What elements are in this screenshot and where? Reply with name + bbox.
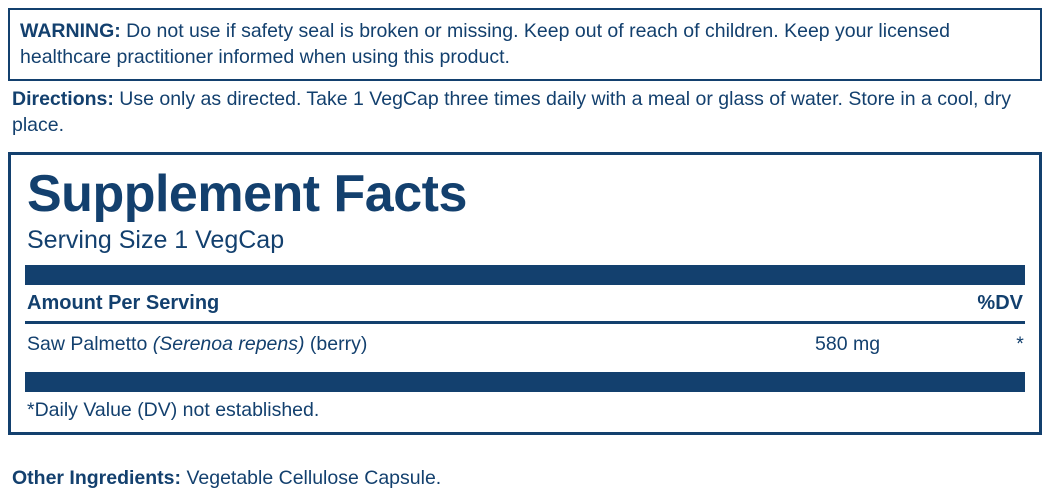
other-ingredients-label: Other Ingredients: [12, 467, 182, 489]
directions-section [12, 86, 1038, 138]
directions-label: Directions: [12, 88, 114, 110]
nutrient-latin-name: (Serenoa repens) [152, 333, 305, 355]
warning-body: Do not use if safety seal is broken or missing. Keep out of reach of children. Keep your licensed healthcare practitioner informed when using this product. [20, 20, 950, 68]
nutrient-name [27, 333, 367, 356]
other-ingredients-body: Vegetable Cellulose Capsule. [181, 467, 442, 489]
daily-value-label: %DV [977, 292, 1023, 314]
warning-text [20, 18, 1030, 70]
daily-value-footnote: *Daily Value (DV) not established. [27, 399, 320, 421]
amount-per-serving-label: Amount Per Serving [27, 292, 220, 314]
nutrient-amount: 580 mg [815, 333, 881, 355]
nutrient-rows [25, 324, 1025, 364]
divider-bar-bottom [25, 372, 1025, 392]
table-row [25, 324, 1025, 364]
warning-box [8, 8, 1042, 81]
serving-size: Serving Size 1 VegCap [27, 226, 285, 254]
supplement-facts-title: Supplement Facts [27, 165, 467, 223]
nutrient-name-pre: Saw Palmetto [27, 333, 153, 355]
nutrient-name-post: (berry) [304, 333, 368, 355]
amount-per-serving-header [25, 285, 1025, 324]
supplement-facts-panel [8, 152, 1042, 435]
other-ingredients-section [12, 466, 1038, 490]
warning-label: WARNING: [20, 20, 121, 42]
directions-body: Use only as directed. Take 1 VegCap three times daily with a meal or glass of water. Store in a cool, dry place. [12, 88, 1011, 136]
nutrient-daily-value: * [1016, 333, 1024, 355]
divider-bar-top [25, 265, 1025, 285]
